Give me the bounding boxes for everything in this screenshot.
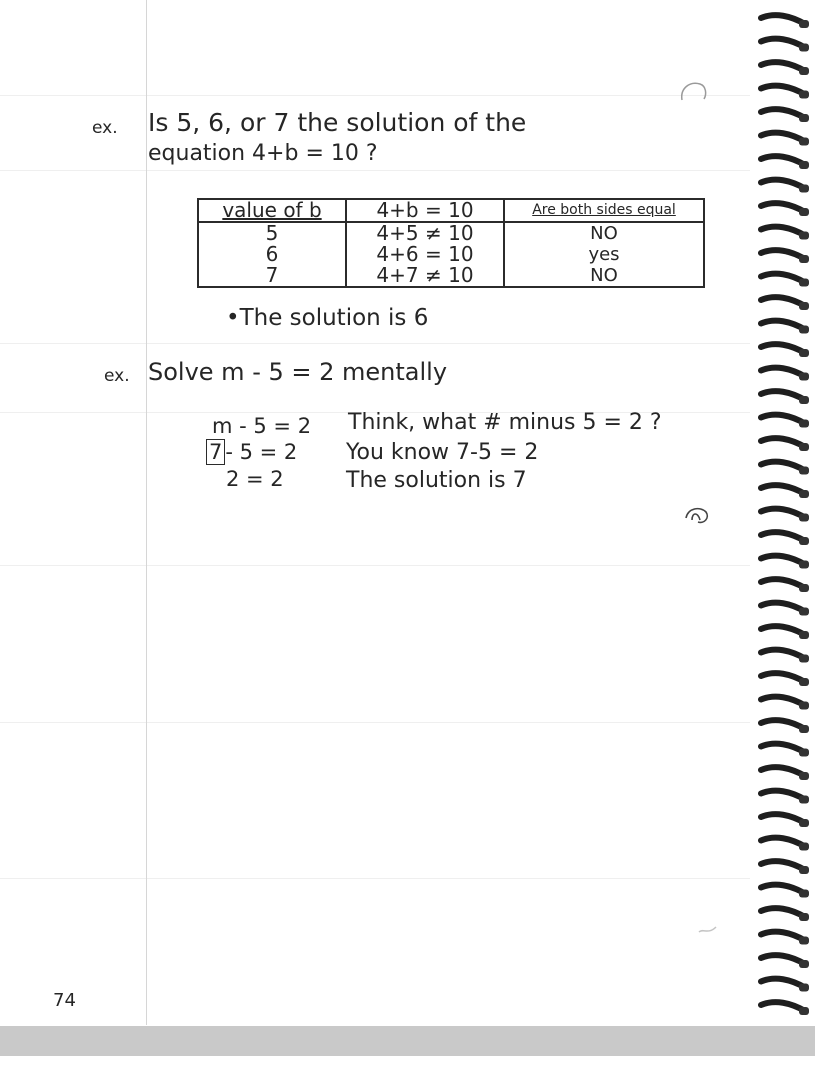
example1-question-line2: equation 4+b = 10 ? xyxy=(148,141,378,166)
explanation-line2: You know 7-5 = 2 xyxy=(346,440,539,465)
table-row xyxy=(198,244,704,265)
ruled-line xyxy=(0,95,750,96)
table-cell: NO xyxy=(504,265,704,287)
table-cell: NO xyxy=(504,222,704,244)
scan-edge-strip xyxy=(0,1026,815,1056)
table-cell: 6 xyxy=(198,244,346,265)
table-cell: yes xyxy=(504,244,704,265)
work-line1: m - 5 = 2 xyxy=(212,414,312,438)
example1-label: ex. xyxy=(92,118,118,138)
table-header-row xyxy=(198,199,704,222)
pencil-smudge-icon xyxy=(676,78,710,108)
table-cell: 5 xyxy=(198,222,346,244)
example1-question-line1: Is 5, 6, or 7 the solution of the xyxy=(148,108,527,137)
eraser-mark-icon xyxy=(696,920,720,940)
example2-title: Solve m - 5 = 2 mentally xyxy=(148,358,448,386)
table-cell: 7 xyxy=(198,265,346,287)
page-number: 74 xyxy=(53,990,76,1011)
ruled-line xyxy=(0,878,750,879)
work-line3: 2 = 2 xyxy=(226,467,284,491)
ruled-line xyxy=(0,343,750,344)
table-cell: 4+5 ≠ 10 xyxy=(346,222,504,244)
table-cell: 4+6 = 10 xyxy=(346,244,504,265)
ruled-line xyxy=(0,170,750,171)
header-both-sides-equal: Are both sides equal xyxy=(504,199,704,222)
margin-line xyxy=(146,0,147,1025)
table-cell: 4+7 ≠ 10 xyxy=(346,265,504,287)
work-line2 xyxy=(206,440,297,464)
example2-label: ex. xyxy=(104,366,130,386)
values-table xyxy=(197,198,705,288)
spiral-binding-icon xyxy=(755,12,815,1022)
ruled-line xyxy=(0,722,750,723)
table-row xyxy=(198,265,704,287)
header-equation: 4+b = 10 xyxy=(346,199,504,222)
work-line2-rest: - 5 = 2 xyxy=(225,440,298,464)
table-row xyxy=(198,222,704,244)
boxed-answer: 7 xyxy=(206,439,225,465)
explanation-line1: Think, what # minus 5 = 2 ? xyxy=(348,410,662,435)
ruled-line xyxy=(0,565,750,566)
example1-conclusion: •The solution is 6 xyxy=(226,305,429,331)
explanation-line3: The solution is 7 xyxy=(346,468,527,493)
header-value-of-b: value of b xyxy=(198,199,346,222)
pencil-doodle-icon xyxy=(680,500,716,528)
